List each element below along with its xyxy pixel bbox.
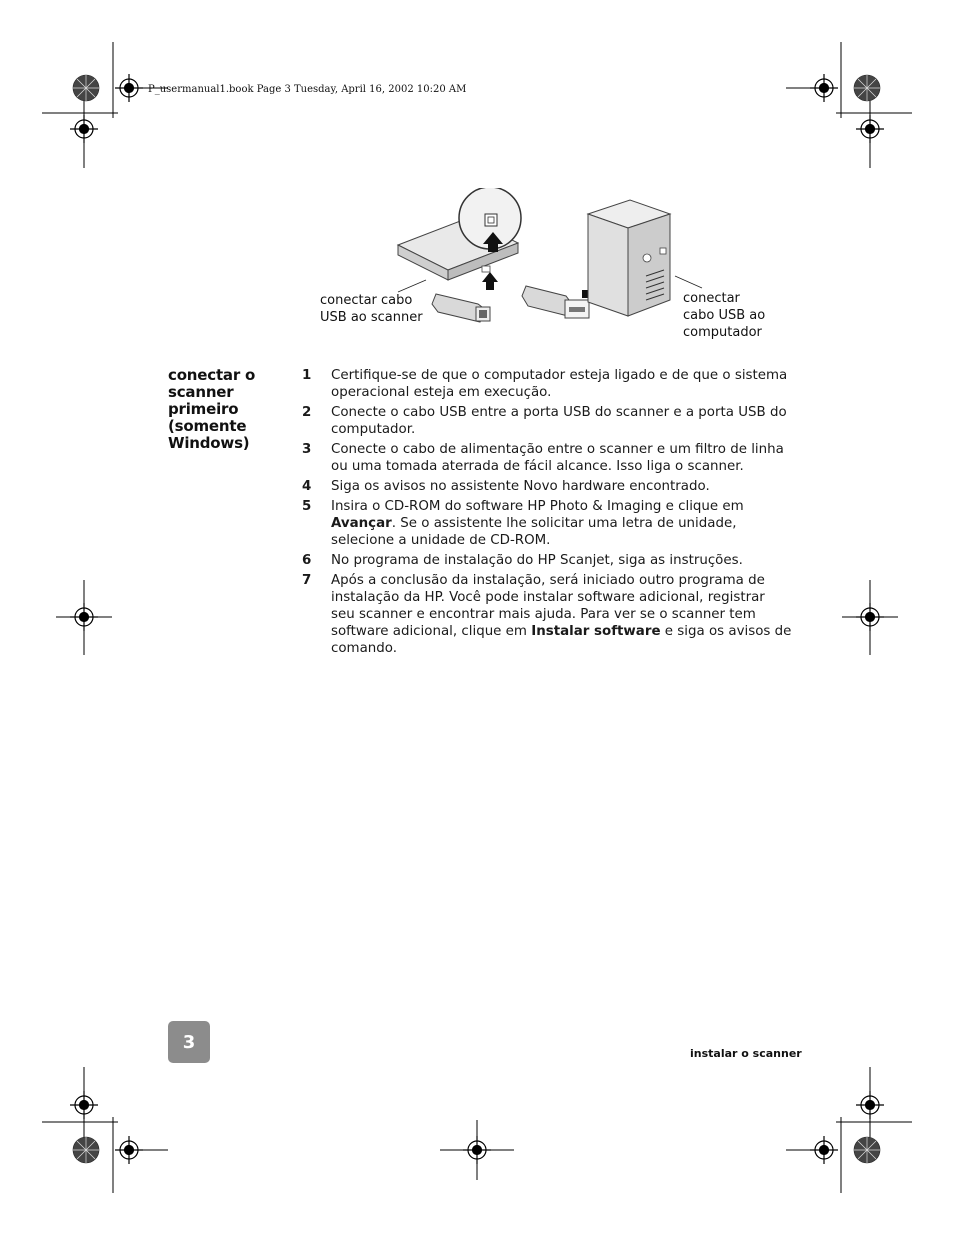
step-7: [302, 572, 792, 657]
step-number: 6: [302, 553, 312, 568]
section-heading: conectar o scanner primeiro (somente Windows): [168, 366, 256, 452]
usb-a-connector: [522, 286, 589, 318]
step-text-pre: Após a conclusão da instalação, será iniciado outro programa de instalação da HP. Você pode instalar software adicional, registrar seu scanner e encontrar mais ajuda. Para ver se o scanner tem software adicional, clique em: [331, 573, 765, 639]
label-scanner-line-2: USB ao scanner: [320, 310, 423, 325]
label-computer-line-3: computador: [683, 325, 762, 340]
page-number-tab: [168, 1021, 210, 1063]
step-number: 4: [302, 479, 312, 494]
step-2: [302, 404, 792, 438]
step-number: 5: [302, 499, 312, 514]
step-number: 3: [302, 442, 312, 457]
step-3: [302, 441, 792, 475]
step-6: [302, 552, 792, 569]
step-4: [302, 478, 792, 495]
step-number: 1: [302, 368, 312, 383]
step-text: Certifique-se de que o computador esteja ligado e de que o sistema operacional esteja em execução.: [331, 368, 788, 400]
step-5: [302, 498, 792, 549]
step-number: 7: [302, 573, 312, 588]
label-computer-line-2: cabo USB ao: [683, 308, 766, 323]
step-text: Siga os avisos no assistente Novo hardware encontrado.: [331, 479, 710, 494]
step-text: [331, 572, 792, 657]
label-computer: [683, 290, 765, 341]
step-text-bold: Instalar software: [531, 624, 661, 639]
step-text: No programa de instalação do HP Scanjet, siga as instruções.: [331, 553, 743, 568]
step-text-bold: Avançar: [331, 516, 392, 531]
step-1: [302, 367, 792, 401]
label-computer-line-1: conectar: [683, 291, 740, 306]
label-scanner: [320, 292, 423, 326]
usb-b-connector: [432, 294, 490, 322]
step-text-pre: Insira o CD-ROM do software HP Photo & Imaging e clique em: [331, 499, 744, 514]
step-text-post: e siga os avisos de comando.: [331, 624, 792, 656]
step-text: [331, 498, 792, 549]
step-text: Conecte o cabo de alimentação entre o scanner e um filtro de linha ou uma tomada aterrada de fácil alcance. Isso liga o scanner.: [331, 442, 784, 474]
label-scanner-line-1: conectar cabo: [320, 293, 413, 308]
printer-slug-line: P_usermanual1.book Page 3 Tuesday, April 16, 2002 10:20 AM: [148, 84, 467, 95]
step-text-post: . Se o assistente lhe solicitar uma letra de unidade, selecione a unidade de CD-ROM.: [331, 516, 737, 548]
footer-section-title: instalar o scanner: [690, 1047, 802, 1060]
usb-connection-figure: [310, 188, 790, 348]
steps-list: [302, 367, 792, 660]
computer-illustration: [588, 200, 670, 316]
page-number: 3: [182, 1031, 196, 1053]
step-number: 2: [302, 405, 312, 420]
step-text: Conecte o cabo USB entre a porta USB do scanner e a porta USB do computador.: [331, 405, 787, 437]
